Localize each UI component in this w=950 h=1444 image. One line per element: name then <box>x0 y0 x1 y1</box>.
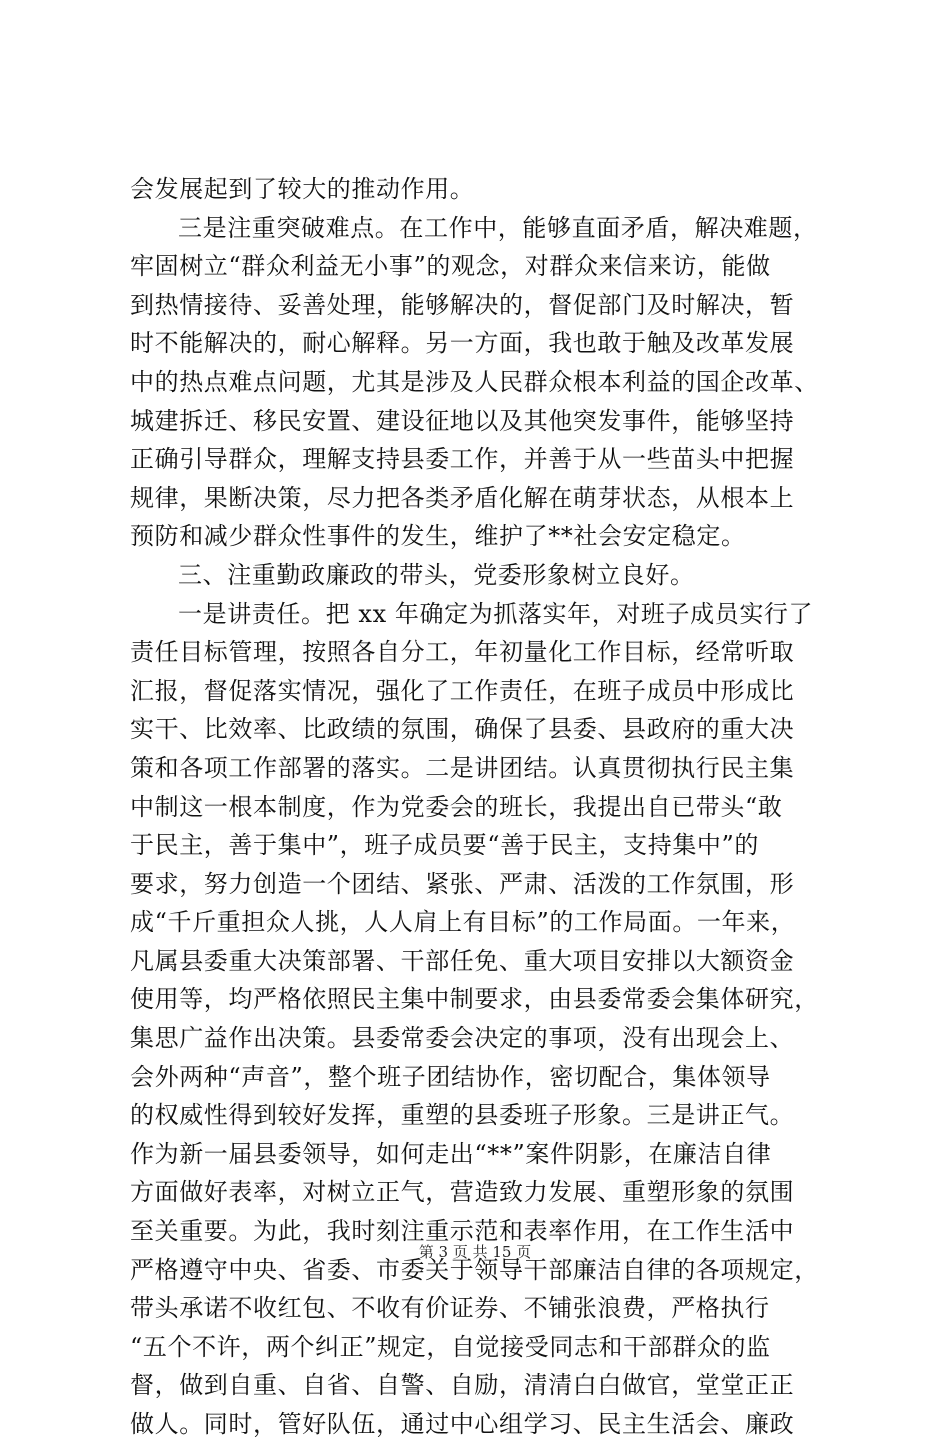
text-line: 规律，果断决策，尽力把各类矛盾化解在萌芽状态，从根本上 <box>130 483 795 512</box>
text-line: 严格遵守中央、省委、市委关于领导干部廉洁自律的各项规定， <box>130 1255 819 1284</box>
text-line: 到热情接待、妥善处理，能够解决的，督促部门及时解决，暂 <box>130 290 795 319</box>
text-line: 汇报，督促落实情况，强化了工作责任，在班子成员中形成比 <box>130 676 795 705</box>
text-line: 预防和减少群众性事件的发生，维护了**社会安定稳定。 <box>130 522 746 551</box>
text-line: 实干、比效率、比政绩的氛围，确保了县委、县政府的重大决 <box>130 715 795 744</box>
text-line: 会外两种“声音”，整个班子团结协作，密切配合，集体领导 <box>130 1062 771 1091</box>
text-line: 三是注重突破难点。在工作中，能够直面矛盾，解决难题， <box>178 213 818 242</box>
text-line: 牢固树立“群众利益无小事”的观念，对群众来信来访，能做 <box>130 252 771 281</box>
text-line: 一是讲责任。把 xx 年确定为抓落实年，对班子成员实行了 <box>178 599 814 628</box>
text-line: 责任目标管理，按照各自分工，年初量化工作目标，经常听取 <box>130 638 795 667</box>
text-line: 三、注重勤政廉政的带头，党委形象树立良好。 <box>178 560 695 589</box>
text-line: 至关重要。为此，我时刻注重示范和表率作用，在工作生活中 <box>130 1217 795 1246</box>
text-line: “五个不许，两个纠正”规定，自觉接受同志和干部群众的监 <box>130 1332 771 1361</box>
text-line: 使用等，均严格依照民主集中制要求，由县委常委会集体研究， <box>130 985 819 1014</box>
text-line: 会发展起到了较大的推动作用。 <box>130 175 475 203</box>
text-line: 督，做到自重、自省、自警、自励，清清白白做官，堂堂正正 <box>130 1371 795 1400</box>
text-line: 正确引导群众，理解支持县委工作，并善于从一些苗头中把握 <box>130 445 795 474</box>
text-line: 中制这一根本制度，作为党委会的班长，我提出自已带头“敢 <box>130 792 783 821</box>
page-number: 第 3 页 共 15 页 <box>418 1243 532 1261</box>
text-line: 城建拆迁、移民安置、建设征地以及其他突发事件，能够坚持 <box>130 406 795 435</box>
text-line: 时不能解决的，耐心解释。另一方面，我也敢于触及改革发展 <box>130 329 795 358</box>
text-line: 集思广益作出决策。县委常委会决定的事项，没有出现会上、 <box>130 1024 795 1053</box>
text-line: 要求，努力创造一个团结、紧张、严肃、活泼的工作氛围，形 <box>130 869 795 898</box>
text-line: 方面做好表率，对树立正气，营造致力发展、重塑形象的氛围 <box>130 1178 795 1207</box>
text-line: 带头承诺不收红包、不收有价证券、不铺张浪费，严格执行 <box>130 1294 770 1323</box>
text-line: 做人。同时，管好队伍，通过中心组学习、民主生活会、廉政 <box>130 1410 795 1438</box>
text-line: 成“千斤重担众人挑，人人肩上有目标”的工作局面。一年来， <box>130 908 796 937</box>
text-line: 中的热点难点问题，尤其是涉及人民群众根本利益的国企改革、 <box>130 367 819 396</box>
text-line: 凡属县委重大决策部署、干部任免、重大项目安排以大额资金 <box>130 946 795 975</box>
text-line: 作为新一届县委领导，如何走出“**”案件阴影，在廉洁自律 <box>130 1139 772 1168</box>
text-line: 的权威性得到较好发挥，重塑的县委班子形象。三是讲正气。 <box>130 1101 795 1130</box>
text-line: 于民主，善于集中”，班子成员要“善于民主，支持集中”的 <box>130 831 760 860</box>
text-line: 策和各项工作部署的落实。二是讲团结。认真贯彻执行民主集 <box>130 753 795 782</box>
